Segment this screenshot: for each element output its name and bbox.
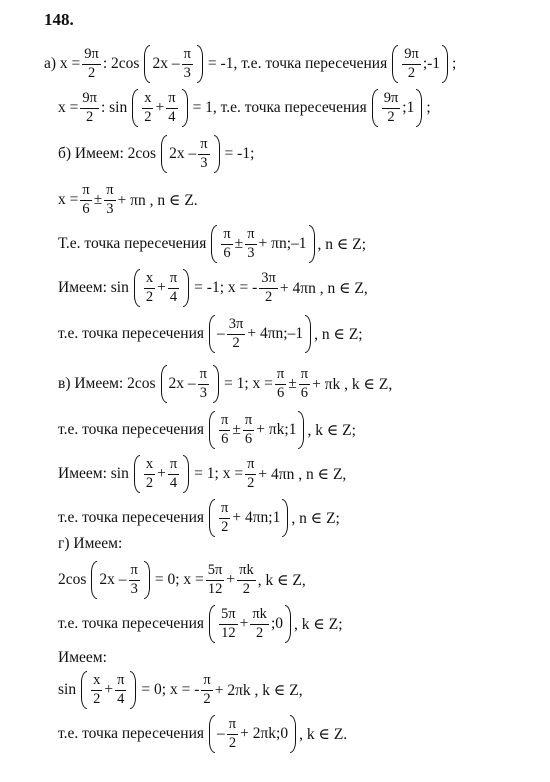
fraction-part: π <box>198 137 209 154</box>
fraction-part: 2 <box>228 734 237 751</box>
fraction <box>275 367 286 400</box>
left-paren <box>209 411 215 449</box>
parenthesized-expression <box>134 269 189 307</box>
fraction-part: π <box>219 501 230 518</box>
parenthesized-expression <box>91 561 149 599</box>
text: т.е. точка пересечения <box>58 325 205 342</box>
text: т.е. точка пересечения <box>58 615 205 632</box>
part-g-line-4 <box>58 668 303 712</box>
fraction-part: 2 <box>407 64 416 81</box>
fraction-part: π <box>243 413 254 430</box>
text: , k ∈ Z; <box>307 421 356 439</box>
fraction-part: 3π <box>227 317 246 334</box>
text: + πk , k ∈ Z, <box>312 375 393 393</box>
left-paren <box>209 499 215 537</box>
fraction <box>219 607 238 640</box>
right-paren <box>182 89 188 127</box>
right-paren <box>130 671 136 709</box>
fraction-part: πk <box>237 563 256 580</box>
right-paren <box>285 605 291 643</box>
text: = 0; x = - <box>141 681 200 698</box>
text: 2x – <box>152 55 180 72</box>
parenthesized-expression <box>161 365 219 403</box>
fraction-part: 5π <box>219 607 238 624</box>
parenthesized-expression <box>209 315 311 353</box>
right-paren <box>442 45 448 83</box>
fraction-part: 2 <box>145 288 154 305</box>
left-paren <box>134 455 140 493</box>
parenthesized-expression <box>209 499 288 537</box>
left-paren <box>91 561 97 599</box>
fraction <box>182 47 193 80</box>
fraction <box>219 413 230 446</box>
fraction-part: 2 <box>387 108 395 125</box>
fraction-part: π <box>198 367 209 384</box>
text: 2x – <box>169 145 197 162</box>
fraction <box>144 457 155 490</box>
text: : 2cos <box>102 55 140 72</box>
fraction <box>382 91 401 124</box>
fraction-part: 2 <box>145 474 154 491</box>
fraction-part: 6 <box>223 244 231 261</box>
fraction-part: π <box>115 673 126 690</box>
fraction <box>144 271 155 304</box>
left-paren <box>211 225 217 263</box>
fraction-part: 2 <box>144 108 152 125</box>
text: ± <box>288 375 297 392</box>
text: – <box>217 325 225 342</box>
fraction-part: π <box>245 227 256 244</box>
part-b-line-4 <box>58 266 368 310</box>
point-expression <box>392 45 448 83</box>
parenthesized-expression <box>161 135 219 173</box>
right-paren <box>214 135 220 173</box>
text: + <box>157 279 166 296</box>
text: = -1; x = - <box>194 279 258 296</box>
text: ± <box>93 191 103 208</box>
right-paren <box>298 411 304 449</box>
fraction-part: 4 <box>168 108 176 125</box>
fraction-part: 6 <box>221 430 229 447</box>
text: + 2πk;0 <box>240 725 289 742</box>
text: 2x – <box>168 375 196 392</box>
parenthesized-expression <box>209 411 304 449</box>
fraction-part: 2 <box>256 624 264 641</box>
fraction-part: π <box>221 227 232 244</box>
fraction <box>82 47 101 80</box>
parenthesized-expression <box>144 45 202 83</box>
fraction-part: 12 <box>207 580 223 597</box>
fraction <box>250 607 269 640</box>
text: ;0 <box>270 615 283 632</box>
parenthesized-expression <box>209 715 296 753</box>
fraction <box>166 91 177 124</box>
text: Имеем: <box>58 649 107 666</box>
text: в) Имеем: 2cos <box>58 375 156 392</box>
fraction <box>104 183 115 216</box>
text: т.е. точка пересечения <box>58 509 205 526</box>
text: т.е. точка пересечения <box>58 421 205 438</box>
left-paren <box>132 89 138 127</box>
fraction-part: 4 <box>169 474 178 491</box>
fraction <box>227 317 246 350</box>
fraction <box>80 91 99 124</box>
fraction-part: π <box>219 413 230 430</box>
fraction-part: 5π <box>206 563 225 580</box>
left-paren <box>372 89 378 127</box>
fraction-part: π <box>166 91 177 108</box>
text: , k ∈ Z; <box>294 615 343 633</box>
right-paren <box>183 269 189 307</box>
parenthesized-expression <box>132 89 187 127</box>
fraction-part: 9π <box>382 91 401 108</box>
fraction-part: 3 <box>247 244 255 261</box>
fraction <box>168 457 179 490</box>
fraction-part: π <box>227 717 238 734</box>
text: + 4πn;–1 <box>247 325 304 342</box>
fraction <box>402 47 421 80</box>
left-paren <box>161 135 167 173</box>
fraction <box>198 137 209 170</box>
fraction <box>198 367 209 400</box>
part-b-line-3 <box>58 222 366 266</box>
fraction-part: π <box>245 457 256 474</box>
right-paren <box>309 225 315 263</box>
part-b-line-1 <box>58 132 254 176</box>
parenthesized-expression <box>134 455 189 493</box>
text: = 1, т.е. точка пересечения <box>192 99 367 116</box>
fraction-part: 3 <box>200 154 208 171</box>
parenthesized-expression <box>372 89 423 127</box>
right-paren <box>197 45 203 83</box>
left-paren <box>161 365 167 403</box>
fraction-part: 2 <box>242 580 251 597</box>
left-paren <box>209 605 215 643</box>
part-v-line-1 <box>58 362 392 406</box>
text: + 4πn , n ∈ Z, <box>258 465 347 483</box>
text: x = <box>58 99 79 116</box>
text: + πk;1 <box>256 421 297 438</box>
fraction-part: 3 <box>130 580 138 597</box>
text: + 4πn , n ∈ Z, <box>279 279 368 297</box>
text: + 4πn;1 <box>232 509 281 526</box>
right-paren <box>290 715 296 753</box>
text: , n ∈ Z; <box>291 509 340 527</box>
fraction-part: 2 <box>203 690 211 707</box>
text: + <box>239 615 249 632</box>
fraction-part: x <box>142 91 153 108</box>
text: + πn , n ∈ Z. <box>117 191 198 209</box>
part-g-line-5 <box>58 712 347 756</box>
part-b-line-5 <box>58 312 363 356</box>
text: = -1; <box>224 145 255 162</box>
right-paren <box>416 89 422 127</box>
left-paren <box>144 45 150 83</box>
fraction <box>237 563 256 596</box>
text: ;1 <box>402 99 415 116</box>
text: 2cos <box>58 571 87 588</box>
fraction-part: 2 <box>87 64 96 81</box>
text: sin <box>58 681 77 698</box>
fraction-part: π <box>168 271 179 288</box>
text: Т.е. точка пересечения <box>58 235 207 252</box>
part-a-line-2 <box>58 86 431 130</box>
fraction <box>219 501 230 534</box>
part-g-line-0 <box>58 530 122 558</box>
left-paren <box>209 315 215 353</box>
part-g-line-2 <box>58 602 343 646</box>
text: = 0; x = <box>154 571 204 588</box>
text: Имеем: sin <box>58 465 129 482</box>
fraction <box>259 271 278 304</box>
parenthesized-expression <box>209 605 291 643</box>
fraction-part: 6 <box>82 200 90 217</box>
fraction-part: 4 <box>117 690 125 707</box>
problem-number: 148. <box>44 10 74 29</box>
fraction-part: 2 <box>264 288 273 305</box>
fraction-part: 4 <box>169 288 178 305</box>
fraction <box>221 227 232 260</box>
fraction-part: 2 <box>93 690 101 707</box>
text: + <box>157 465 166 482</box>
fraction <box>201 673 212 706</box>
fraction-part: 2 <box>232 334 240 351</box>
text: , k ∈ Z, <box>257 571 306 589</box>
text: ; <box>426 99 431 116</box>
fraction-part: x <box>91 673 102 690</box>
text: а) x = <box>44 55 81 72</box>
text: Имеем: sin <box>58 279 129 296</box>
fraction-part: 3 <box>183 64 191 81</box>
fraction-part: 3 <box>106 200 114 217</box>
part-v-line-2 <box>58 408 356 452</box>
left-paren <box>209 715 215 753</box>
fraction <box>115 673 126 706</box>
left-paren <box>392 45 398 83</box>
fraction-part: πk <box>250 607 269 624</box>
right-paren <box>144 561 150 599</box>
fraction-part: 9π <box>80 91 99 108</box>
fraction-part: π <box>129 563 140 580</box>
fraction-part: π <box>104 183 115 200</box>
text: = 1; x = <box>223 375 273 392</box>
text: , n ∈ Z; <box>314 325 363 343</box>
fraction-part: π <box>275 367 286 384</box>
part-b-line-2 <box>58 178 198 222</box>
fraction <box>168 271 179 304</box>
left-paren <box>134 269 140 307</box>
fraction-part: x <box>144 457 155 474</box>
right-paren <box>213 365 219 403</box>
text: ;-1 <box>422 55 441 72</box>
fraction <box>245 227 256 260</box>
fraction <box>91 673 102 706</box>
fraction-part: 6 <box>300 384 309 401</box>
fraction <box>80 183 91 216</box>
text: + <box>155 99 165 116</box>
fraction-part: π <box>299 367 310 384</box>
fraction-part: π <box>80 183 91 200</box>
fraction-part: 2 <box>247 474 255 491</box>
fraction <box>227 717 238 750</box>
text: + <box>104 681 114 698</box>
text: 2x – <box>99 571 127 588</box>
text: – <box>217 725 225 742</box>
text: б) Имеем: 2cos <box>58 145 157 162</box>
text: : sin <box>100 99 128 116</box>
text: = 1; x = <box>194 465 244 482</box>
fraction <box>129 563 140 596</box>
fraction-part: 2 <box>86 108 94 125</box>
text: = -1, т.е. точка пересечения <box>207 55 388 72</box>
text: + πn;–1 <box>258 235 307 252</box>
fraction-part: 12 <box>221 624 236 641</box>
fraction-part: π <box>182 47 193 64</box>
fraction <box>206 563 225 596</box>
fraction-part: π <box>168 457 179 474</box>
fraction-part: 3π <box>259 271 278 288</box>
part-a-line-1 <box>44 42 456 86</box>
text: , n ∈ Z; <box>317 235 367 253</box>
text: ± <box>234 235 244 252</box>
text: , k ∈ Z. <box>299 725 348 743</box>
fraction <box>142 91 153 124</box>
fraction <box>245 457 256 490</box>
fraction-part: 9π <box>82 47 101 64</box>
fraction-part: 6 <box>244 430 253 447</box>
fraction-part: 9π <box>402 47 421 64</box>
fraction-part: 6 <box>276 384 285 401</box>
text: т.е. точка пересечения <box>58 725 205 742</box>
right-paren <box>183 455 189 493</box>
text: ; <box>452 55 457 72</box>
part-v-line-3 <box>58 452 346 496</box>
left-paren <box>81 671 87 709</box>
text: x = <box>58 191 79 208</box>
fraction <box>243 413 254 446</box>
text: + <box>226 571 236 588</box>
fraction-part: π <box>201 673 212 690</box>
fraction-part: 3 <box>199 384 207 401</box>
text: г) Имеем: <box>58 535 123 552</box>
text: + 2πk , k ∈ Z, <box>214 681 303 699</box>
text: ± <box>232 421 241 438</box>
parenthesized-expression <box>81 671 136 709</box>
part-g-line-1 <box>58 558 306 602</box>
right-paren <box>282 499 288 537</box>
right-paren <box>305 315 311 353</box>
fraction <box>299 367 310 400</box>
fraction-part: 2 <box>221 518 229 535</box>
parenthesized-expression <box>211 225 314 263</box>
fraction-part: x <box>144 271 155 288</box>
